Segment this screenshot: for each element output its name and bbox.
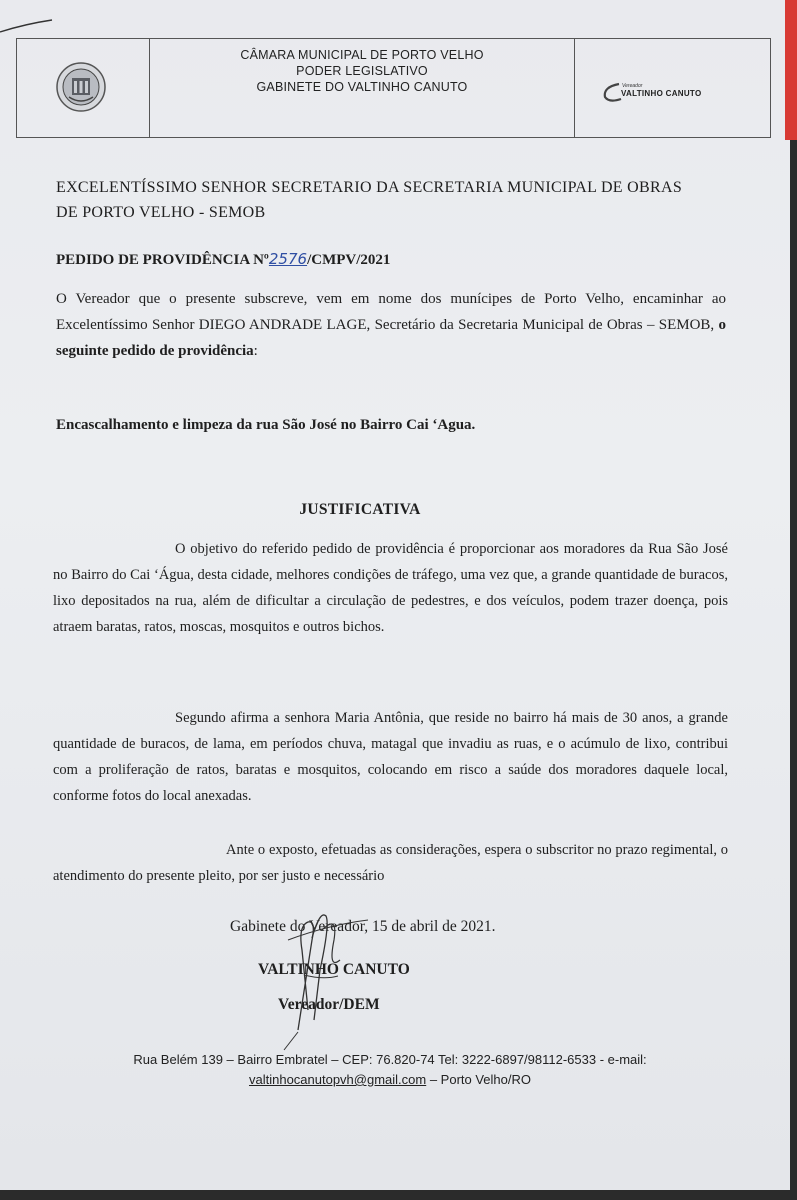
signer-role: Vereador/DEM	[278, 996, 380, 1013]
letterhead-seal-cell	[17, 39, 150, 137]
brand-name: VALTINHO CANUTO	[621, 89, 702, 98]
justification-title: JUSTIFICATIVA	[299, 501, 421, 518]
intro-paragraph	[56, 286, 726, 364]
request-suffix: /CMPV/2021	[307, 252, 391, 268]
pen-stroke-mark	[0, 18, 60, 38]
request-prefix: PEDIDO DE PROVIDÊNCIA Nº	[56, 252, 269, 268]
intro-bold: o seguinte pedido de providência	[56, 317, 726, 359]
signer-name: VALTINHO CANUTO	[258, 961, 410, 978]
office-name: GABINETE DO VALTINHO CANUTO	[256, 80, 468, 94]
footer-city: – Porto Velho/RO	[426, 1072, 531, 1087]
justification-paragraph-2: Segundo afirma a senhora Maria Antônia, que reside no bairro há mais de 30 anos, a grande quantidade de buracos, de lama, em períodos chuva, matagal que invadiu as ruas, e o acúmulo de lixo, contribui com a proliferação de ratos, baratas e mosquitos, colocando em risco a saúde dos moradores daquele local, conforme fotos do local anexadas.	[53, 710, 728, 804]
intro-end: :	[253, 343, 258, 359]
footer-email-link[interactable]: valtinhocanutopvh@gmail.com	[248, 1072, 427, 1087]
brand-caption: Vereador	[622, 83, 643, 89]
footer-email-line	[0, 1072, 780, 1087]
power-name: PODER LEGISLATIVO	[296, 64, 428, 78]
footer-address: Rua Belém 139 – Bairro Embratel – CEP: 76.820-74 Tel: 3222-6897/98112-6533 - e-mail:	[133, 1052, 647, 1067]
chamber-name: CÂMARA MUNICIPAL DE PORTO VELHO	[240, 48, 484, 62]
letterhead-title-cell	[150, 39, 575, 137]
request-heading	[56, 246, 390, 273]
letterhead-table	[16, 38, 771, 138]
addressee: EXCELENTÍSSIMO SENHOR SECRETARIO DA SECRETARIA MUNICIPAL DE OBRAS DE PORTO VELHO - SEMOB	[56, 179, 683, 221]
red-folder-edge	[785, 0, 797, 140]
handwritten-signature	[268, 880, 418, 1055]
request-number: 2576	[268, 250, 308, 268]
justification-paragraph-3: Ante o exposto, efetuadas as considerações, espera o subscritor no prazo regimental, o atendimento do presente pleito, por ser justo e necessário	[53, 842, 728, 884]
councilman-logo	[601, 79, 741, 103]
letterhead-brand-cell	[575, 39, 770, 137]
municipal-seal-icon	[55, 61, 107, 113]
request-subject: Encascalhamento e limpeza da rua São José no Bairro Cai ‘Agua.	[56, 417, 476, 433]
swoosh-icon	[601, 81, 623, 103]
place-and-date: Gabinete do Vereador, 15 de abril de 2021.	[230, 918, 496, 935]
intro-text: O Vereador que o presente subscreve, vem em nome dos munícipes de Porto Velho, encaminhar ao Excelentíssimo Senhor DIEGO ANDRADE LAGE, Secretário da Secretaria Municipal de Obras – SEMOB,	[56, 291, 726, 333]
justification-paragraph-1: O objetivo do referido pedido de providência é proporcionar aos moradores da Rua São José no Bairro do Cai ‘Água, desta cidade, melhores condições de tráfego, uma vez que, a grande quantidade de buracos, lixo depositados na rua, além de dificultar a circulação de pedestres, e dos veículos, podem trazer doença, pois atraem baratas, ratos, moscas, mosquitos e outros bichos.	[53, 541, 728, 635]
